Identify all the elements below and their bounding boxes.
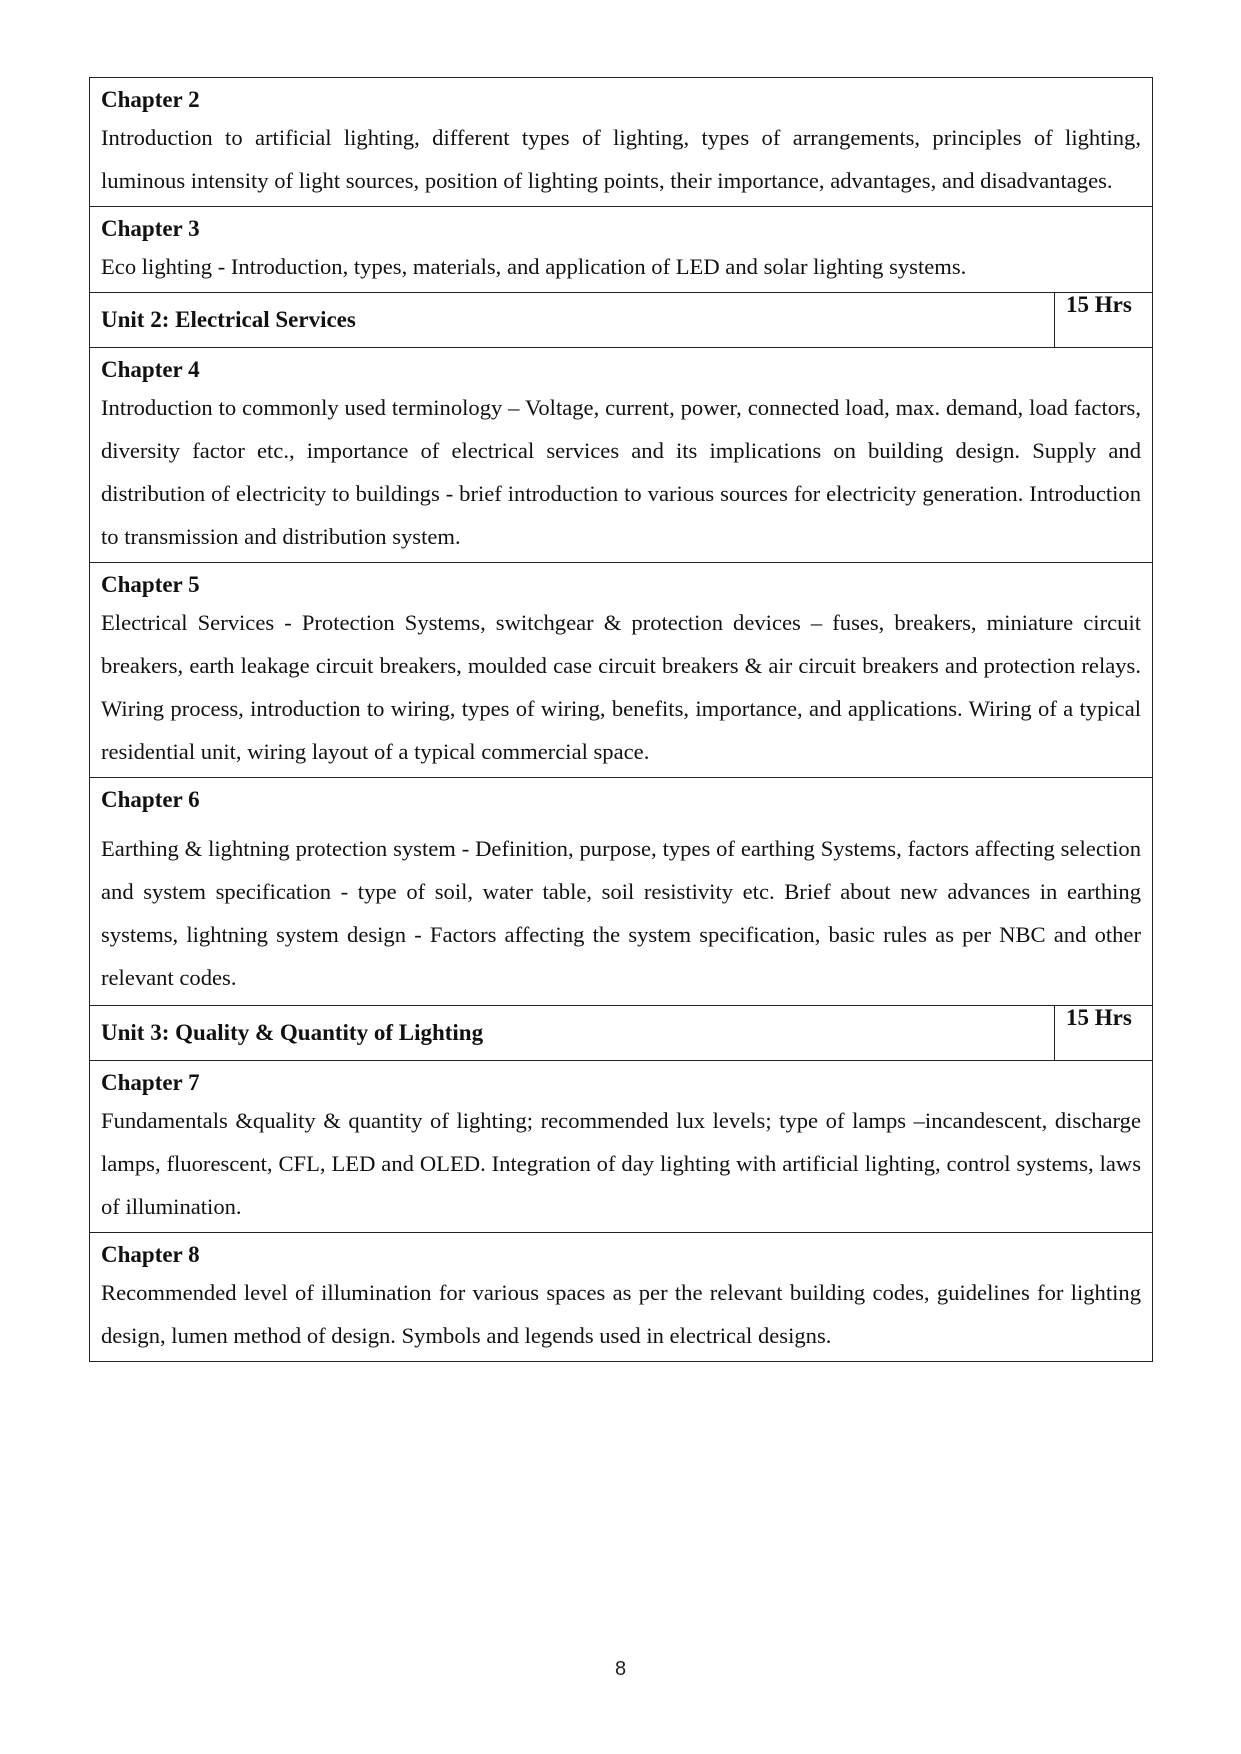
chapter-4-cell [90,348,1153,563]
chapter-row [90,778,1153,1006]
chapter-3-cell [90,207,1153,293]
unit-3-hours-cell [1054,1006,1152,1061]
chapter-6-title: Chapter 6 [101,787,200,812]
chapter-7-title: Chapter 7 [101,1070,200,1095]
chapter-row [90,78,1153,207]
unit-2-hours: 15 Hrs [1065,292,1132,317]
chapter-row [90,1061,1153,1233]
chapter-4-body: Introduction to commonly used terminology – Voltage, current, power, connected load, max. demand, load factors, diversity factor etc., importance of electrical services and its implications on building design. Supply and distribution of electricity to buildings - brief introduction to various sources for electricity generation. Introduction to transmission and distribution system. [101,395,1141,549]
chapter-3-title: Chapter 3 [101,216,200,241]
syllabus-page [89,77,1153,1362]
unit-2-title-cell [90,293,1055,348]
chapter-6-body: Earthing & lightning protection system - Definition, purpose, types of earthing Systems, factors affecting selection and system specification - type of soil, water table, soil resistivity etc. Brief about new advances in earthing systems, lightning system design - Factors affecting the system specification, basic rules as per NBC and other relevant codes. [101,836,1141,990]
chapter-8-cell [90,1233,1153,1362]
chapter-2-cell [90,78,1153,207]
chapter-8-body: Recommended level of illumination for various spaces as per the relevant building codes, guidelines for lighting design, lumen method of design. Symbols and legends used in electrical designs. [101,1280,1141,1348]
chapter-6-cell [90,778,1153,1006]
chapter-3-body: Eco lighting - Introduction, types, materials, and application of LED and solar lighting systems. [101,254,967,279]
chapter-2-title: Chapter 2 [101,87,200,112]
syllabus-table [89,77,1153,1362]
unit-row [90,293,1153,348]
chapter-row [90,348,1153,563]
chapter-2-body: Introduction to artificial lighting, different types of lighting, types of arrangements, principles of lighting, luminous intensity of light sources, position of lighting points, their importance, advantages, and disadvantages. [101,125,1141,193]
unit-3-title: Unit 3: Quality & Quantity of Lighting [101,1020,484,1045]
unit-3-title-cell [90,1006,1055,1061]
chapter-7-cell [90,1061,1153,1233]
page-number: 8 [614,1658,627,1680]
unit-row [90,1006,1153,1061]
unit-2-title: Unit 2: Electrical Services [101,307,356,332]
chapter-4-title: Chapter 4 [101,357,200,382]
chapter-5-cell [90,563,1153,778]
unit-3-hours: 15 Hrs [1065,1005,1132,1030]
chapter-row [90,563,1153,778]
chapter-5-title: Chapter 5 [101,572,200,597]
chapter-8-title: Chapter 8 [101,1242,200,1267]
unit-2-hours-cell [1054,293,1152,348]
chapter-row [90,1233,1153,1362]
chapter-7-body: Fundamentals &quality & quantity of lighting; recommended lux levels; type of lamps –incandescent, discharge lamps, fluorescent, CFL, LED and OLED. Integration of day lighting with artificial lighting, control systems, laws of illumination. [101,1108,1141,1219]
chapter-5-body: Electrical Services - Protection Systems, switchgear & protection devices – fuses, breakers, miniature circuit breakers, earth leakage circuit breakers, moulded case circuit breakers & air circuit breakers and protection relays. Wiring process, introduction to wiring, types of wiring, benefits, importance, and applications. Wiring of a typical residential unit, wiring layout of a typical commercial space. [101,610,1141,764]
chapter-row [90,207,1153,293]
